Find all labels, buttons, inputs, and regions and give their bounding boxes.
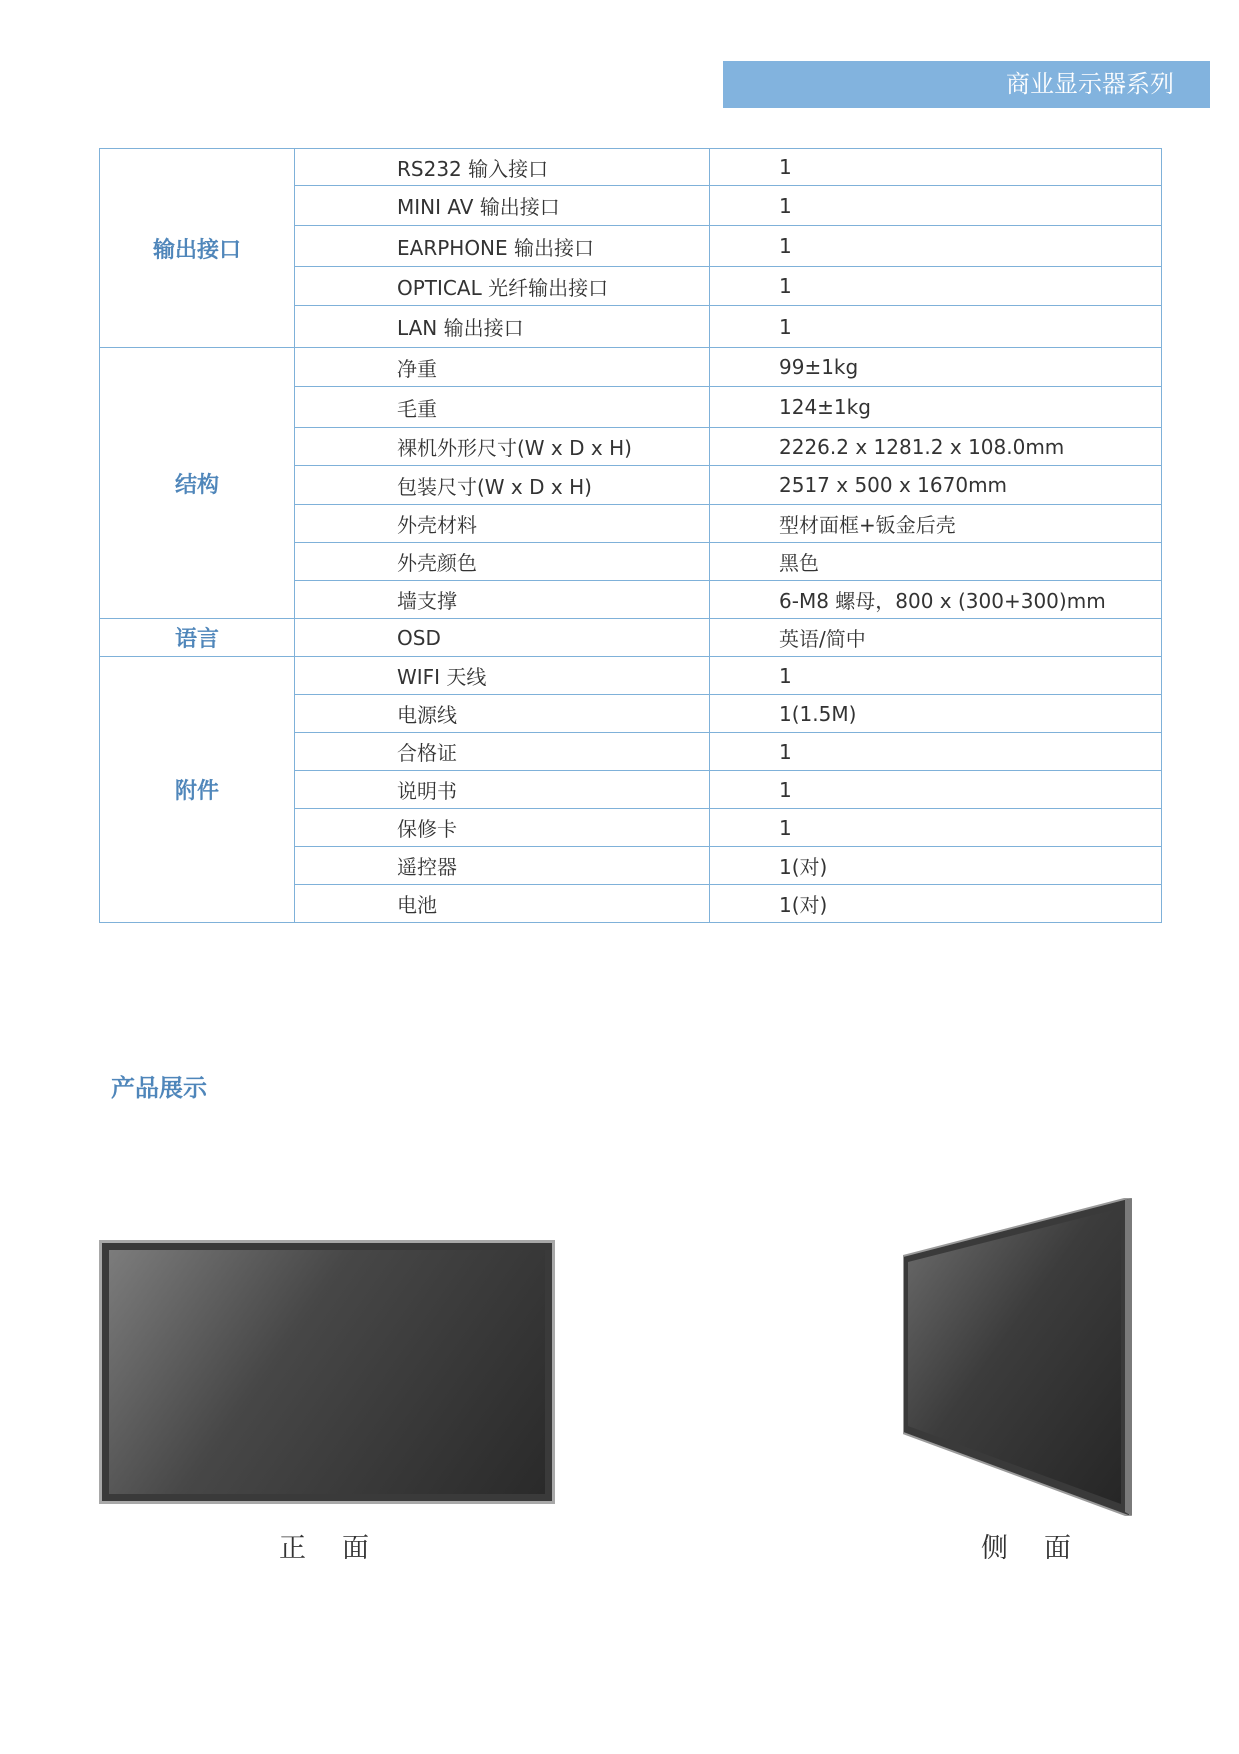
spec-value: 黑色 [710,543,1162,581]
front-view-image [99,1240,555,1504]
spec-item: OSD [295,619,710,657]
spec-value: 2226.2 x 1281.2 x 108.0mm [710,428,1162,466]
spec-value: 1 [710,186,1162,226]
spec-value: 1 [710,657,1162,695]
spec-table-body [100,149,1162,923]
product-display-heading: 产品展示 [111,1074,207,1102]
spec-row [100,619,1162,657]
spec-item: 包装尺寸(W x D x H) [295,466,710,505]
spec-table [99,148,1162,923]
spec-item: EARPHONE 输出接口 [295,226,710,267]
spec-value: 1 [710,149,1162,186]
spec-category: 语言 [100,619,295,657]
front-screen [109,1250,545,1494]
spec-category: 结构 [100,348,295,619]
spec-item: MINI AV 输出接口 [295,186,710,226]
spec-value: 6-M8 螺母，800 x (300+300)mm [710,581,1162,619]
spec-value: 1(对) [710,885,1162,923]
spec-row [100,657,1162,695]
spec-category: 输出接口 [100,149,295,348]
spec-item: 净重 [295,348,710,387]
spec-value: 1 [710,226,1162,267]
spec-item: 电池 [295,885,710,923]
spec-item: 裸机外形尺寸(W x D x H) [295,428,710,466]
series-banner [723,61,1210,108]
spec-value: 2517 x 500 x 1670mm [710,466,1162,505]
spec-item: 保修卡 [295,809,710,847]
spec-row [100,149,1162,186]
side-view-image [903,1198,1143,1516]
spec-item: 毛重 [295,387,710,428]
spec-item: 外壳颜色 [295,543,710,581]
spec-value: 1 [710,809,1162,847]
side-view-caption: 侧面 [981,1533,1107,1564]
spec-value: 1 [710,267,1162,306]
spec-value: 99±1kg [710,348,1162,387]
side-edge [1125,1198,1132,1516]
front-view-caption: 正面 [279,1533,405,1564]
spec-category: 附件 [100,657,295,923]
spec-value: 英语/简中 [710,619,1162,657]
spec-item: 外壳材料 [295,505,710,543]
series-title: 商业显示器系列 [1006,70,1174,98]
spec-value: 1(对) [710,847,1162,885]
spec-item: WIFI 天线 [295,657,710,695]
spec-item: LAN 输出接口 [295,306,710,348]
spec-item: 墙支撑 [295,581,710,619]
spec-item: RS232 输入接口 [295,149,710,186]
spec-item: 遥控器 [295,847,710,885]
spec-item: OPTICAL 光纤输出接口 [295,267,710,306]
spec-item: 合格证 [295,733,710,771]
spec-value: 1 [710,771,1162,809]
spec-item: 电源线 [295,695,710,733]
spec-value: 型材面框+钣金后壳 [710,505,1162,543]
spec-value: 1 [710,733,1162,771]
spec-value: 1(1.5M) [710,695,1162,733]
spec-value: 1 [710,306,1162,348]
spec-row [100,348,1162,387]
spec-item: 说明书 [295,771,710,809]
spec-value: 124±1kg [710,387,1162,428]
